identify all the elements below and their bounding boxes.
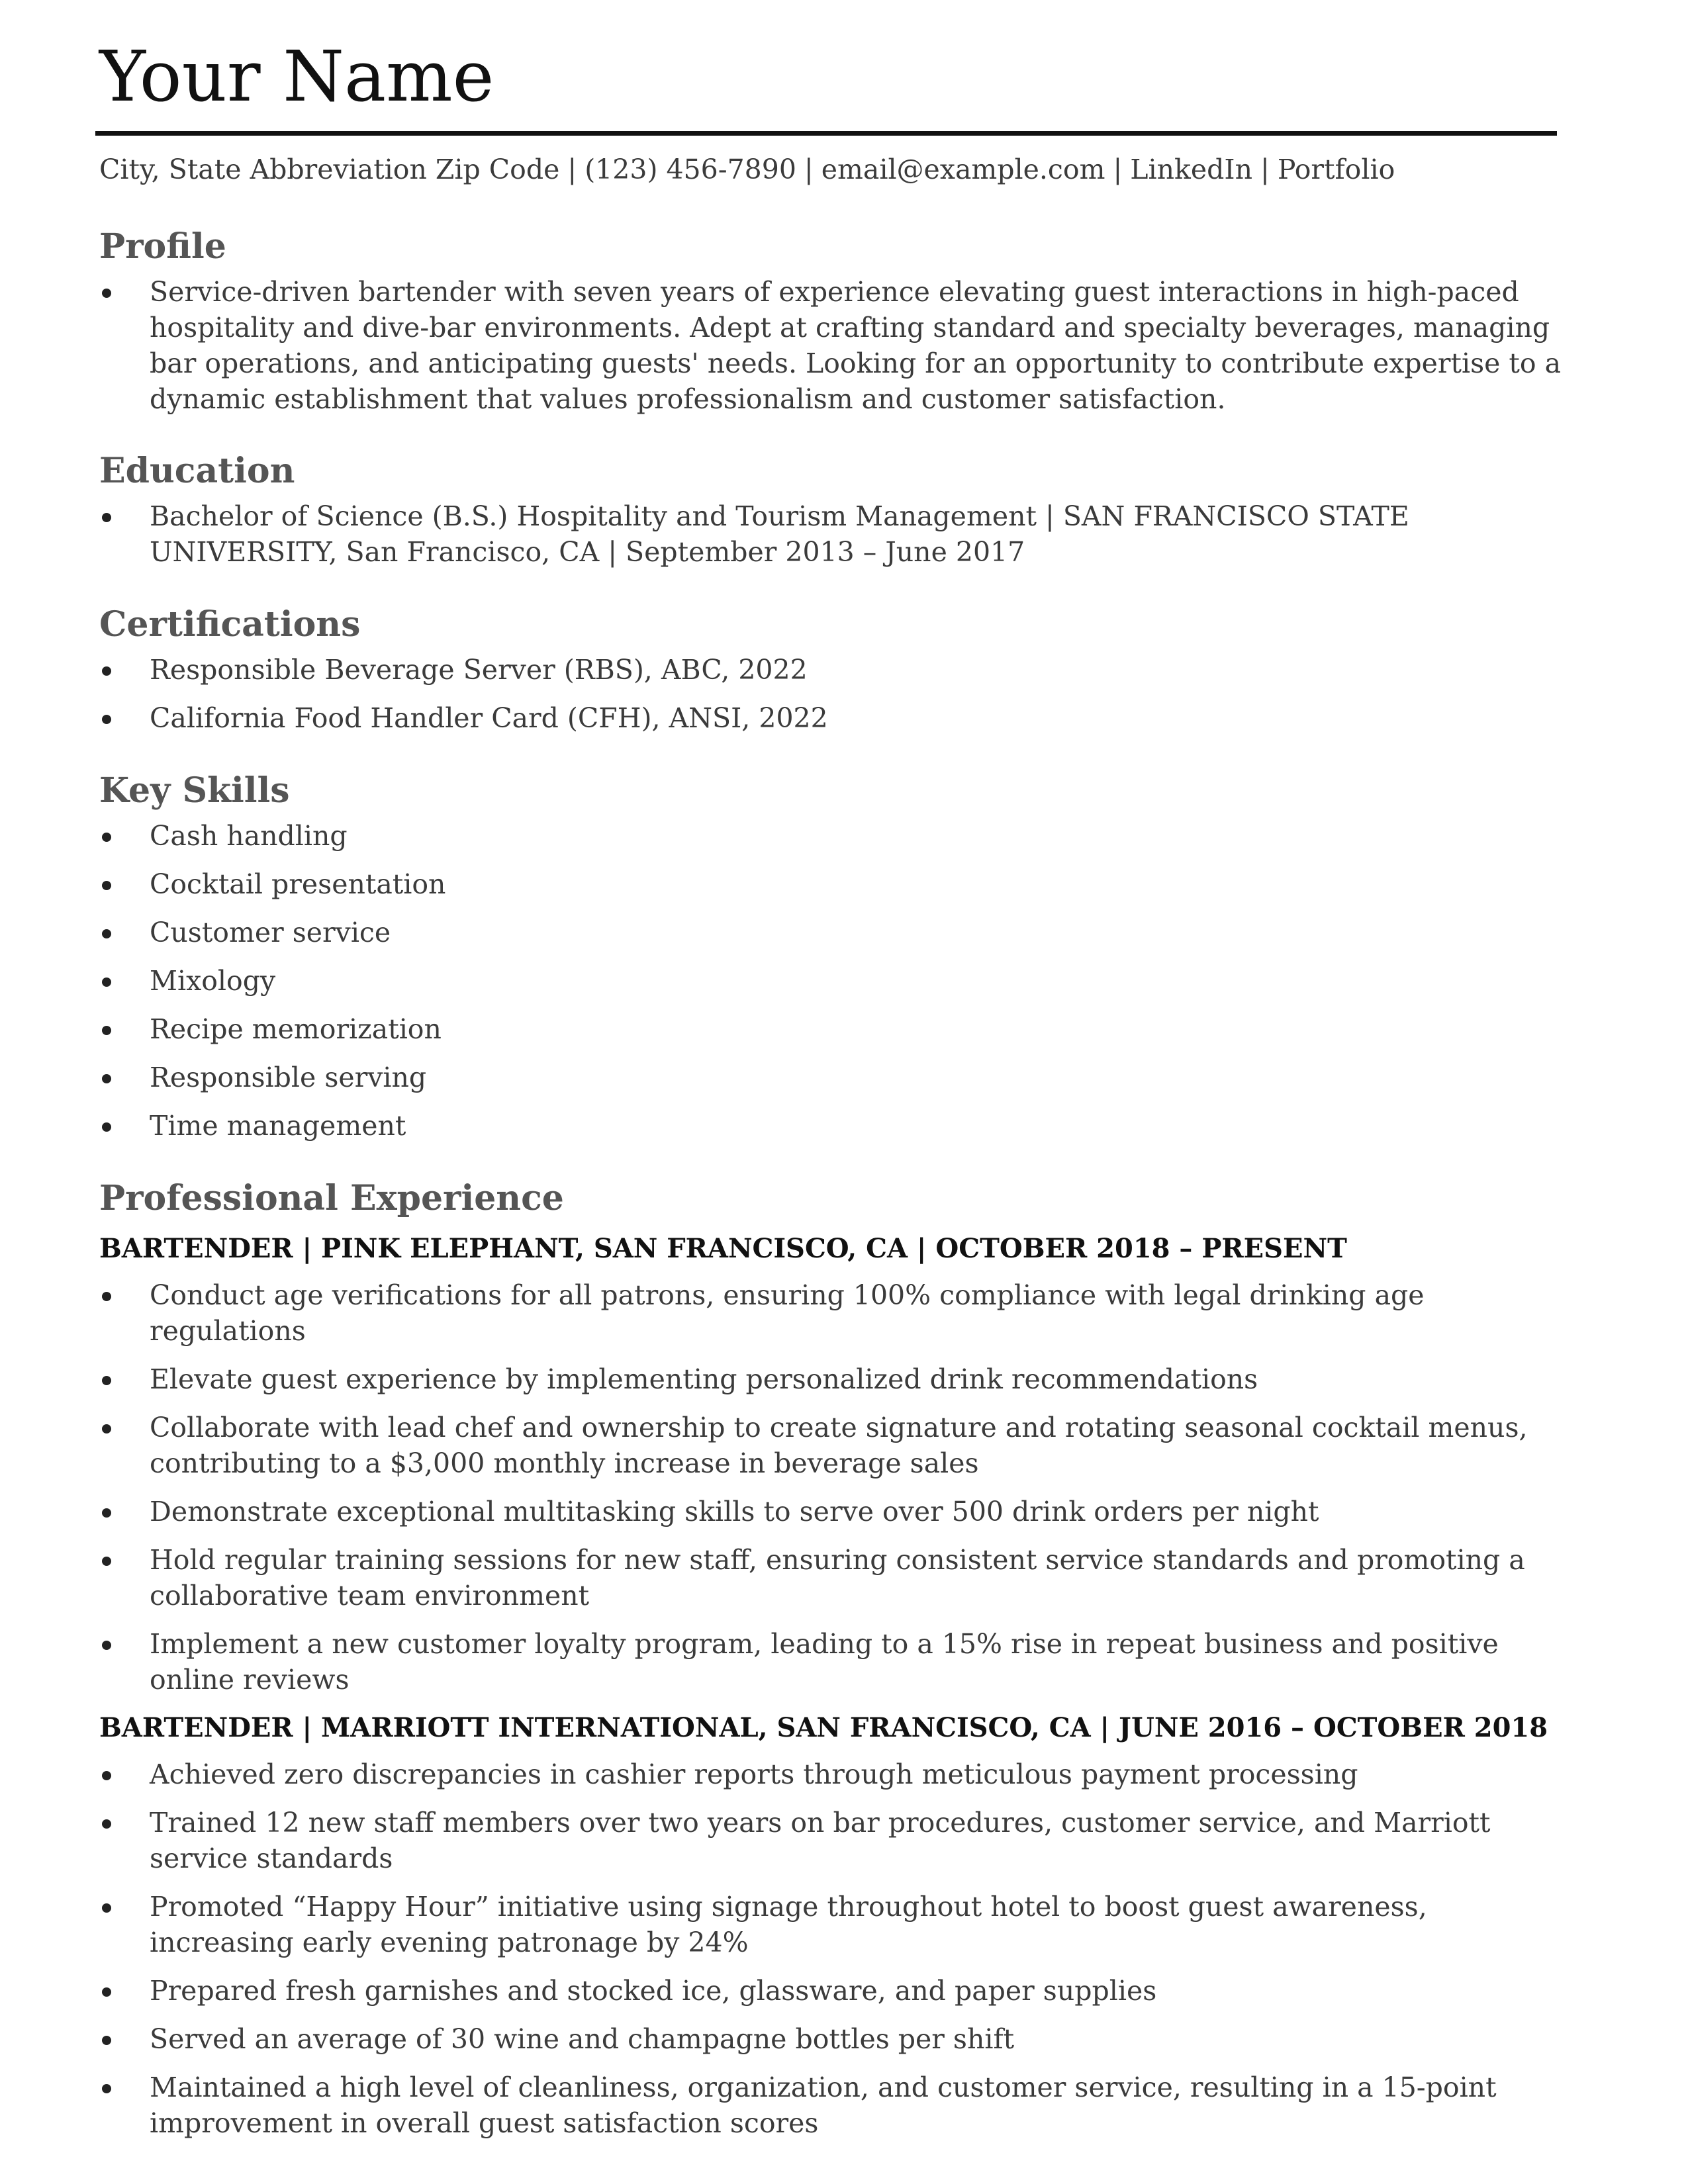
profile-list [99, 274, 1562, 417]
list-item: Bachelor of Science (B.S.) Hospitality and Tourism Management | SAN FRANCISCO STATE UNIVERSITY, San Francisco, CA | September 2013 – June 2017 [99, 498, 1562, 570]
list-item: Prepared fresh garnishes and stocked ice, glassware, and paper supplies [99, 1973, 1562, 2009]
list-item: Maintained a high level of cleanliness, organization, and customer service, resulting in a 15-point improvement in overall guest satisfaction scores [99, 2070, 1562, 2141]
list-item: Elevate guest experience by implementing personalized drink recommendations [99, 1361, 1562, 1397]
job-heading: BARTENDER | PINK ELEPHANT, SAN FRANCISCO, CA | OCTOBER 2018 – PRESENT [99, 1233, 1347, 1265]
list-item: Service-driven bartender with seven years of experience elevating guest interactions in high-paced hospitality and dive-bar environments. Adept at crafting standard and specialty beverages, managing bar operations, and anticipating guests' needs. Looking for an opportunity to contribute expertise to a dynamic establishment that values professionalism and customer satisfaction. [99, 274, 1562, 417]
section-title: Professional Experience [99, 1178, 564, 1218]
list-item: Cash handling [99, 818, 1562, 854]
header-rule [95, 131, 1557, 136]
list-item: Demonstrate exceptional multitasking skills to serve over 500 drink orders per night [99, 1494, 1562, 1529]
job-heading: BARTENDER | MARRIOTT INTERNATIONAL, SAN FRANCISCO, CA | JUNE 2016 – OCTOBER 2018 [99, 1712, 1548, 1744]
job-bullets [99, 1756, 1562, 2141]
list-item: California Food Handler Card (CFH), ANSI, 2022 [99, 700, 1562, 736]
education-list [99, 498, 1562, 570]
list-item: Responsible Beverage Server (RBS), ABC, 2022 [99, 652, 1562, 688]
section-title: Profile [99, 226, 226, 267]
list-item: Responsible serving [99, 1060, 1562, 1095]
contact-address: City, State Abbreviation Zip Code [99, 154, 560, 185]
list-item: Conduct age verifications for all patrons, ensuring 100% compliance with legal drinking age regulations [99, 1277, 1562, 1349]
list-item: Served an average of 30 wine and champagne bottles per shift [99, 2021, 1562, 2057]
list-item: Time management [99, 1108, 1562, 1144]
list-item: Hold regular training sessions for new staff, ensuring consistent service standards and promoting a collaborative team environment [99, 1542, 1562, 1614]
section-title: Key Skills [99, 770, 290, 811]
list-item: Achieved zero discrepancies in cashier reports through meticulous payment processing [99, 1756, 1562, 1792]
education-section [99, 451, 1562, 582]
job-bullets [99, 1277, 1562, 1698]
list-item: Implement a new customer loyalty program, leading to a 15% rise in repeat business and positive online reviews [99, 1626, 1562, 1698]
contact-linkedin[interactable]: LinkedIn [1130, 154, 1252, 185]
candidate-name: Your Name [99, 36, 494, 117]
list-item: Trained 12 new staff members over two years on bar procedures, customer service, and Marriott service standards [99, 1805, 1562, 1876]
list-item: Collaborate with lead chef and ownership to create signature and rotating seasonal cocktail menus, contributing to a $3,000 monthly increase in beverage sales [99, 1410, 1562, 1481]
contact-separator: | [1113, 154, 1123, 185]
profile-section [99, 226, 1562, 430]
skills-section [99, 770, 1562, 1156]
contact-separator: | [804, 154, 814, 185]
list-item: Recipe memorization [99, 1011, 1562, 1047]
contact-separator: | [1260, 154, 1270, 185]
contact-line [99, 154, 1395, 186]
section-title: Certifications [99, 604, 361, 645]
contact-email[interactable]: email@example.com [821, 154, 1105, 185]
certifications-list [99, 652, 1562, 736]
list-item: Cocktail presentation [99, 866, 1562, 902]
list-item: Mixology [99, 963, 1562, 999]
list-item: Customer service [99, 915, 1562, 950]
experience-section [99, 1178, 1562, 2154]
section-title: Education [99, 451, 295, 491]
list-item: Promoted “Happy Hour” initiative using signage throughout hotel to boost guest awareness, increasing early evening patronage by 24% [99, 1889, 1562, 1960]
contact-phone: (123) 456-7890 [585, 154, 796, 185]
contact-portfolio[interactable]: Portfolio [1277, 154, 1395, 185]
certifications-section [99, 604, 1562, 749]
skills-list [99, 818, 1562, 1144]
contact-separator: | [567, 154, 577, 185]
